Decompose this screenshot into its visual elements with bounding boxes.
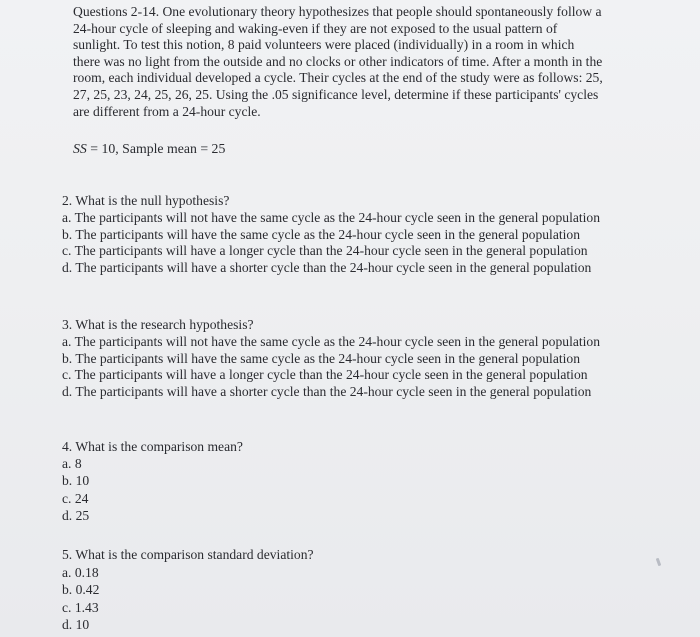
option-b: b. The participants will have the same cycle as the 24-hour cycle seen in the general population (62, 350, 581, 366)
option-b: b. 10 (62, 473, 90, 489)
option-d: d. The participants will have a shorter cycle than the 24-hour cycle seen in the general population (62, 260, 592, 276)
option-a: a. 8 (62, 456, 82, 472)
stray-pen-mark (656, 558, 662, 567)
option-d: d. 10 (62, 617, 90, 633)
option-b: b. 0.42 (62, 582, 100, 598)
option-b: b. The participants will have the same cycle as the 24-hour cycle seen in the general population (62, 226, 581, 242)
option-d: d. 25 (62, 507, 90, 523)
option-a: a. The participants will not have the same cycle as the 24-hour cycle seen in the general population (62, 209, 601, 225)
question-stem: 5. What is the comparison standard deviation? (62, 547, 314, 562)
question-5 (62, 546, 314, 634)
option-c: c. 24 (62, 490, 89, 506)
summary-stats (73, 141, 225, 157)
intro-line: 27, 25, 23, 24, 25, 26, 25. Using the .05 significance level, determine if these participants' cycles (73, 86, 599, 102)
intro-line: sunlight. To test this notion, 8 paid volunteers were placed (individually) in a room in which (73, 37, 575, 53)
question-stem: 2. What is the null hypothesis? (62, 193, 230, 208)
intro-line: 24-hour cycle of sleeping and waking-even if they are not exposed to the usual pattern of (73, 20, 558, 36)
intro-line: there was no light from the outside and no clocks or other indicators of time. After a month in the (73, 53, 603, 69)
ss-label: SS (73, 141, 87, 156)
question-3 (62, 317, 602, 401)
question-stem: 4. What is the comparison mean? (62, 439, 243, 454)
option-d: d. The participants will have a shorter cycle than the 24-hour cycle seen in the general population (62, 384, 592, 400)
option-c: c. The participants will have a longer cycle than the 24-hour cycle seen in the general population (62, 367, 588, 383)
option-c: c. The participants will have a longer cycle than the 24-hour cycle seen in the general population (62, 243, 588, 259)
intro-line: are different from a 24-hour cycle. (73, 103, 261, 119)
intro-line: room, each individual developed a cycle. Their cycles at the end of the study were as follows: 25, (73, 70, 603, 86)
problem-intro (73, 4, 648, 120)
intro-line: Questions 2-14. One evolutionary theory hypothesizes that people should spontaneously follow a (73, 4, 602, 19)
ss-values: = 10, Sample mean = 25 (86, 141, 226, 156)
question-2 (62, 193, 602, 277)
question-stem: 3. What is the research hypothesis? (62, 317, 254, 332)
option-a: a. 0.18 (62, 564, 99, 580)
question-4 (62, 438, 243, 524)
option-a: a. The participants will not have the same cycle as the 24-hour cycle seen in the general population (62, 333, 601, 349)
option-c: c. 1.43 (62, 599, 99, 615)
